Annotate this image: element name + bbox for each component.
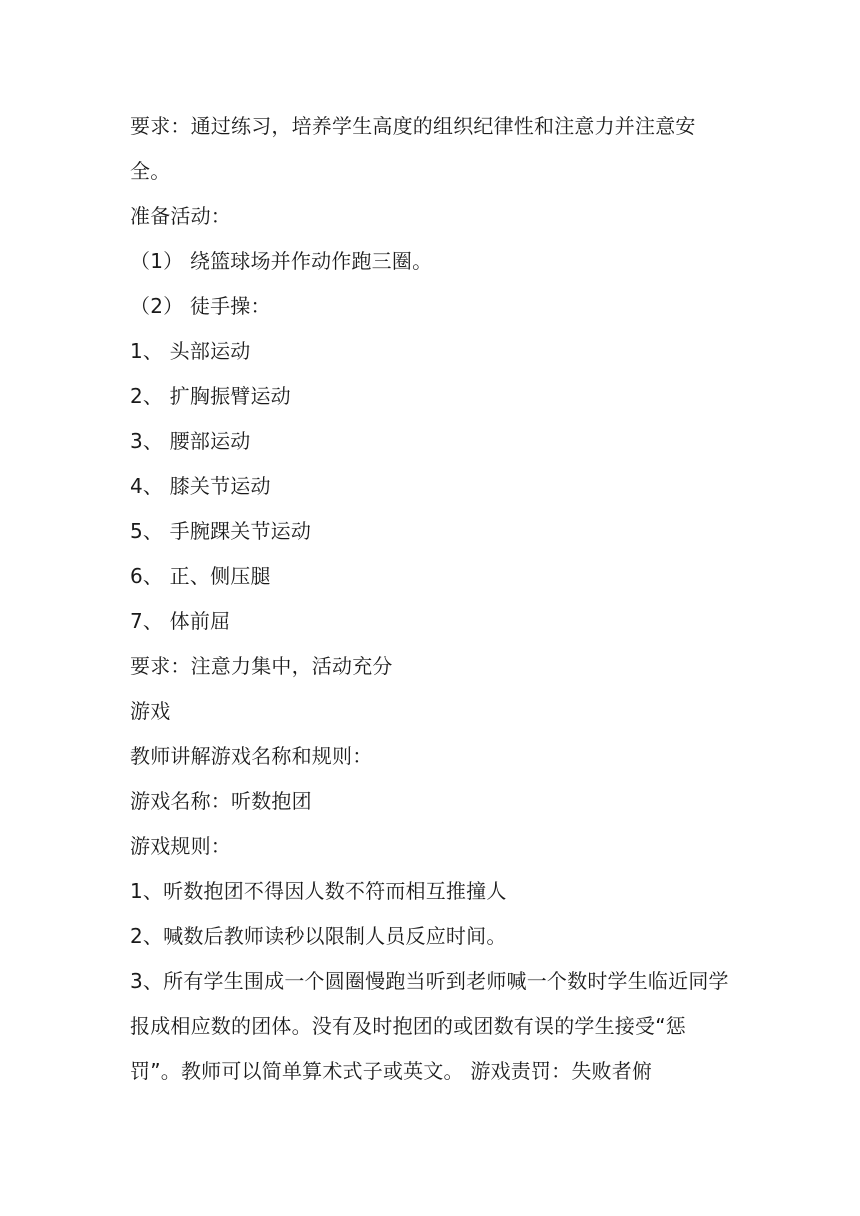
exercise-item-3: 3、 腰部运动 [130,429,251,453]
section-heading-game: 游戏 [130,699,171,723]
game-name: 游戏名称：听数抱团 [130,789,312,813]
exercise-item-6: 6、 正、侧压腿 [130,564,271,588]
game-rule-2: 2、喊数后教师读秒以限制人员反应时间。 [130,924,507,948]
requirement-paragraph: 要求：通过练习，培养学生高度的组织纪律性和注意力并注意安全。 [130,114,696,183]
exercise-item-2: 2、 扩胸振臂运动 [130,384,291,408]
document-body [130,104,730,1094]
section-heading-warmup: 准备活动： [130,204,231,228]
exercise-item-1: 1、 头部运动 [130,339,251,363]
game-intro: 教师讲解游戏名称和规则： [130,744,373,768]
game-rules-heading: 游戏规则： [130,834,231,858]
exercise-item-5: 5、 手腕踝关节运动 [130,519,312,543]
warmup-item-2: （2） 徒手操： [130,294,271,318]
exercise-item-4: 4、 膝关节运动 [130,474,271,498]
requirement-focus: 要求：注意力集中，活动充分 [130,654,393,678]
game-rule-3: 3、所有学生围成一个圆圈慢跑当听到老师喊一个数时学生临近同学报成相应数的团体。没有及时抱团的或团数有误的学生接受“惩罚”。教师可以简单算术式子或英文。 游戏责罚：失败者俯 [130,969,729,1083]
exercise-item-7: 7、 体前屈 [130,609,231,633]
warmup-item-1: （1） 绕篮球场并作动作跑三圈。 [130,249,433,273]
game-rule-1: 1、听数抱团不得因人数不符而相互推撞人 [130,879,507,903]
